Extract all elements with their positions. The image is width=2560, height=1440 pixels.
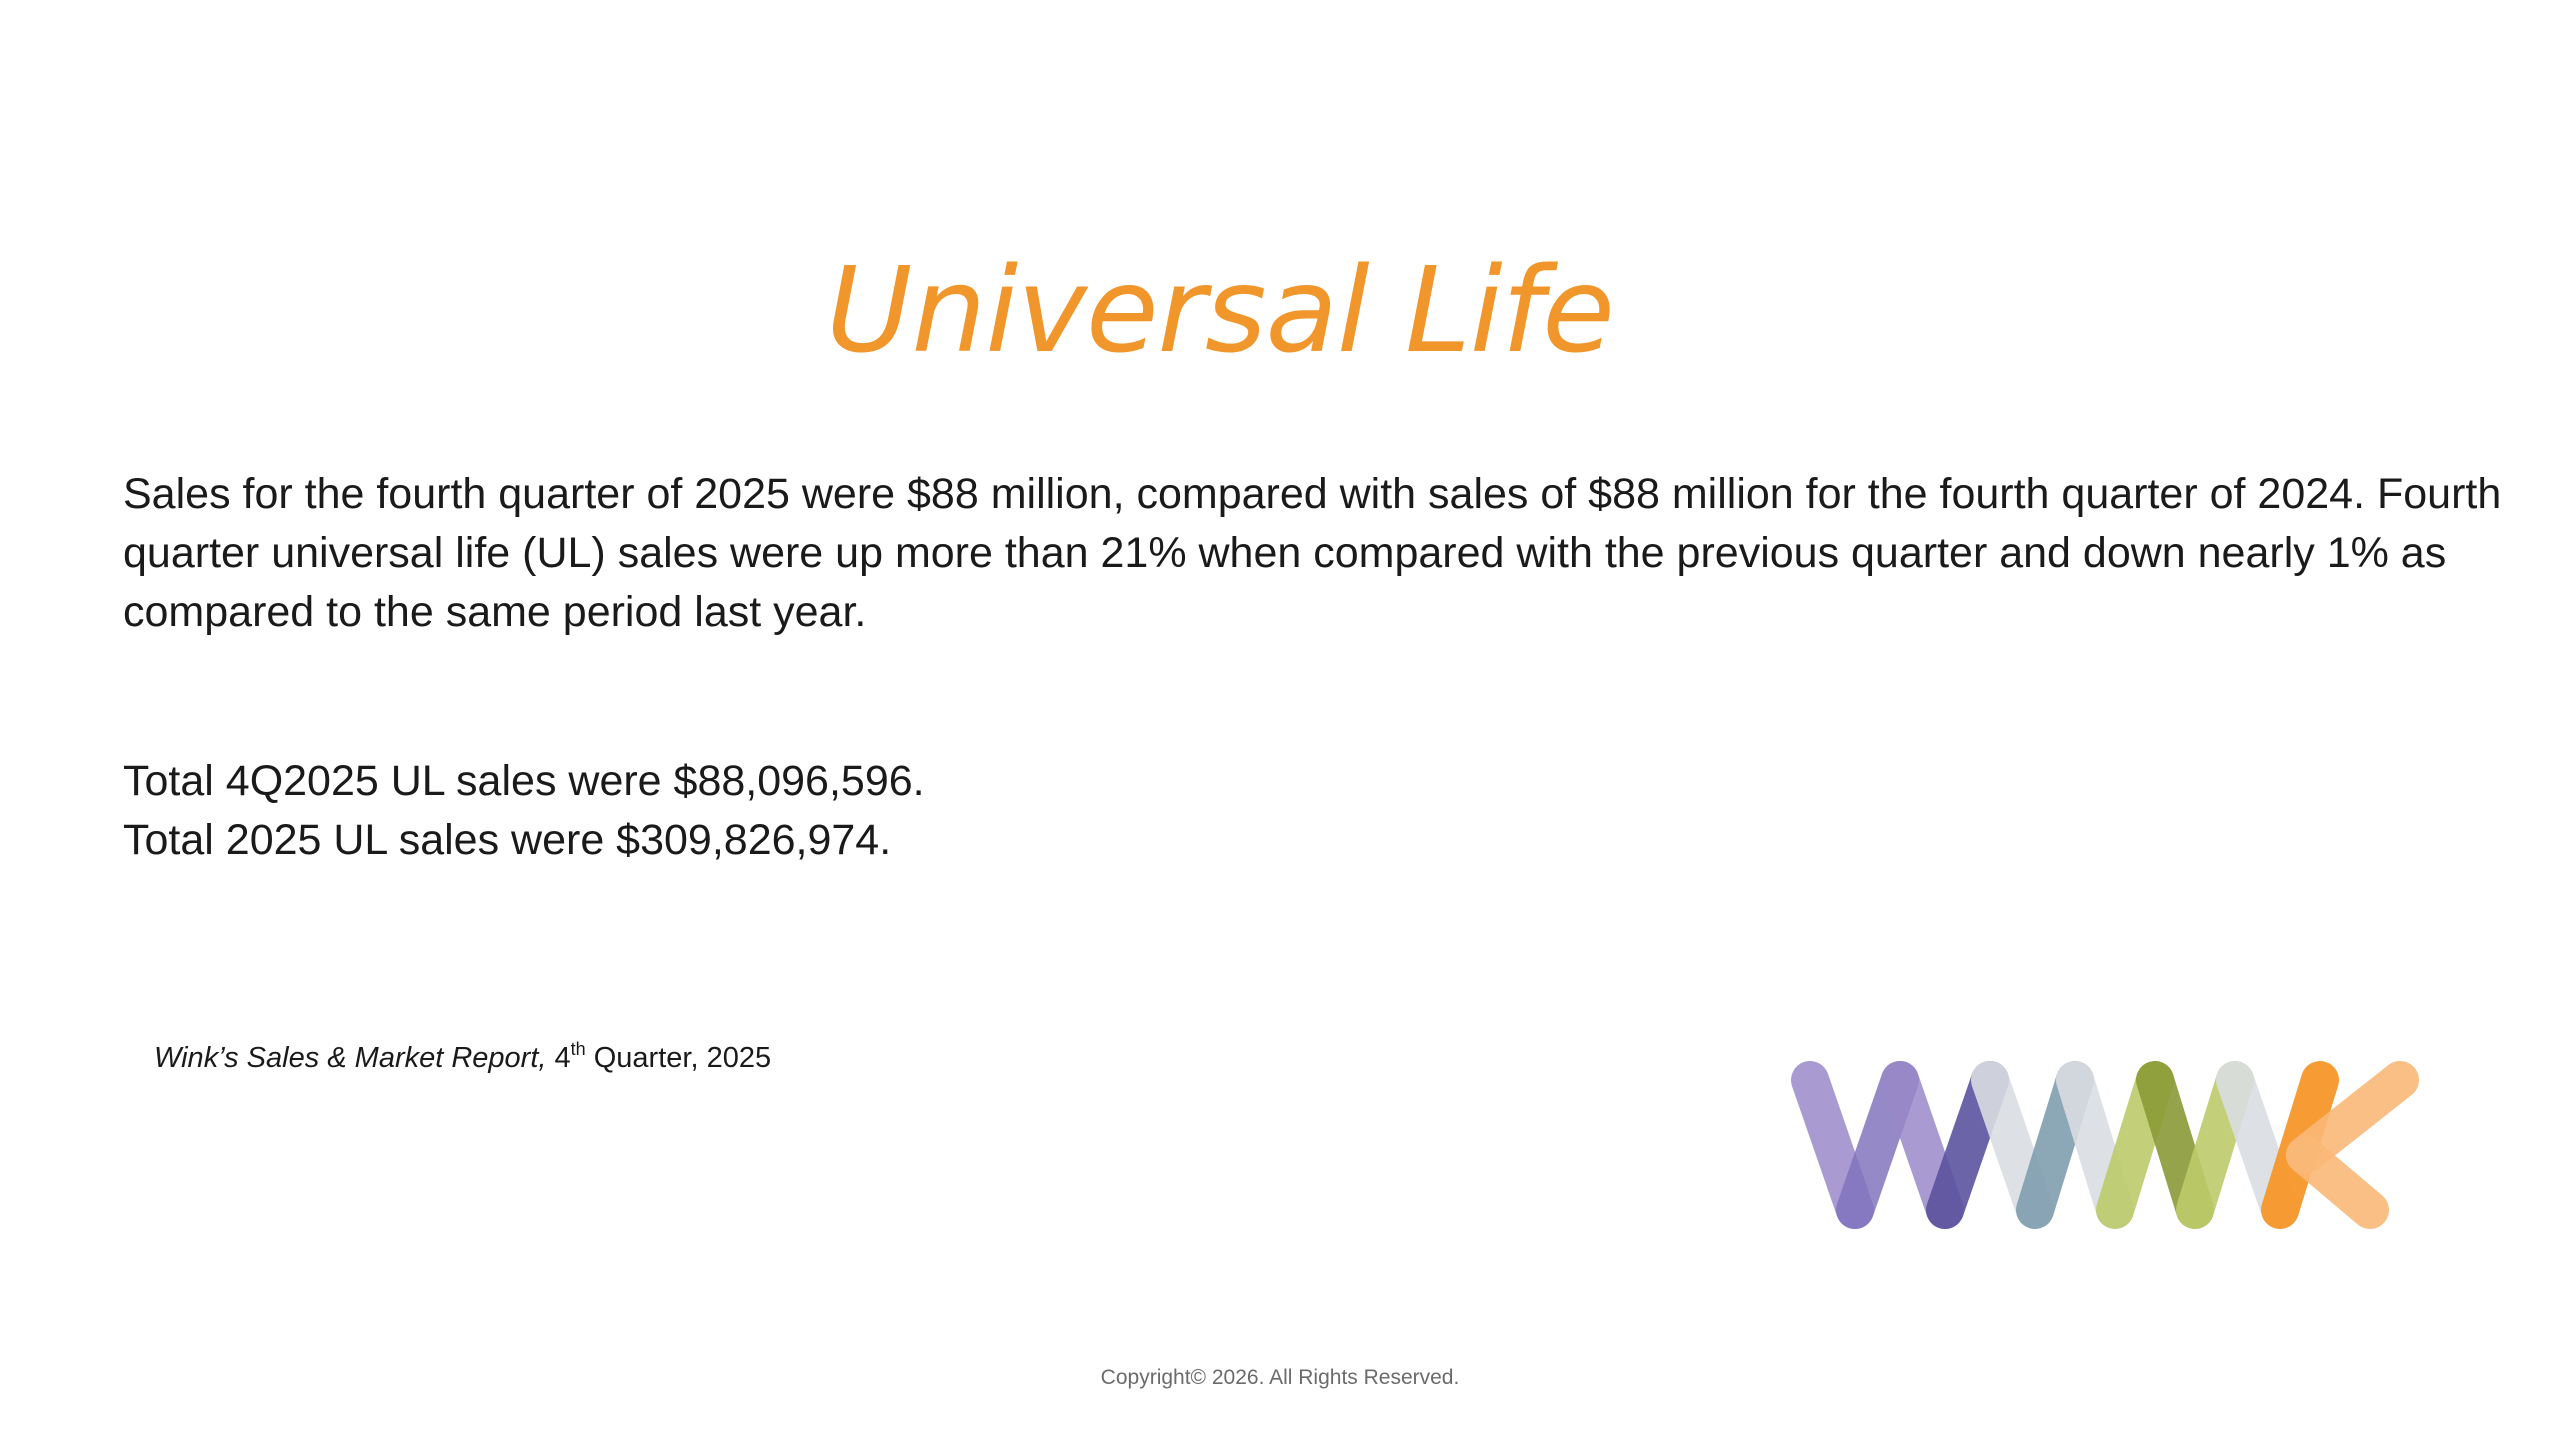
totals-block — [123, 752, 1723, 870]
total-quarter-line: Total 4Q2025 UL sales were $88,096,596. — [123, 757, 925, 805]
source-quarter-number: 4 — [554, 1042, 571, 1074]
source-citation — [154, 1038, 771, 1078]
source-quarter-rest: Quarter, 2025 — [593, 1042, 772, 1074]
wink-logo — [1785, 1055, 2425, 1235]
logo-letter-i-gray — [1990, 1080, 2115, 1210]
copyright-footer: Copyright© 2026. All Rights Reserved. — [1100, 1366, 1460, 1389]
logo-letter-k-orange — [2235, 1080, 2400, 1210]
total-year-line: Total 2025 UL sales were $309,826,974. — [123, 816, 892, 864]
slide-title: Universal Life — [826, 241, 1614, 379]
source-quarter-suffix: th — [570, 1039, 586, 1059]
logo-letter-w-purple — [1810, 1080, 1990, 1210]
summary-paragraph: Sales for the fourth quarter of 2025 were $88 million, compared with sales of $88 million for the fourth quarter of 2024. Fourth quarter universal life (UL) sales were up more than 21% when compared with the previous quarter and down nearly 1% as compared to the same period last year. — [123, 470, 2502, 636]
source-report-name: Wink’s Sales & Market Report, — [154, 1042, 547, 1074]
logo-letter-n-green — [2115, 1080, 2235, 1210]
